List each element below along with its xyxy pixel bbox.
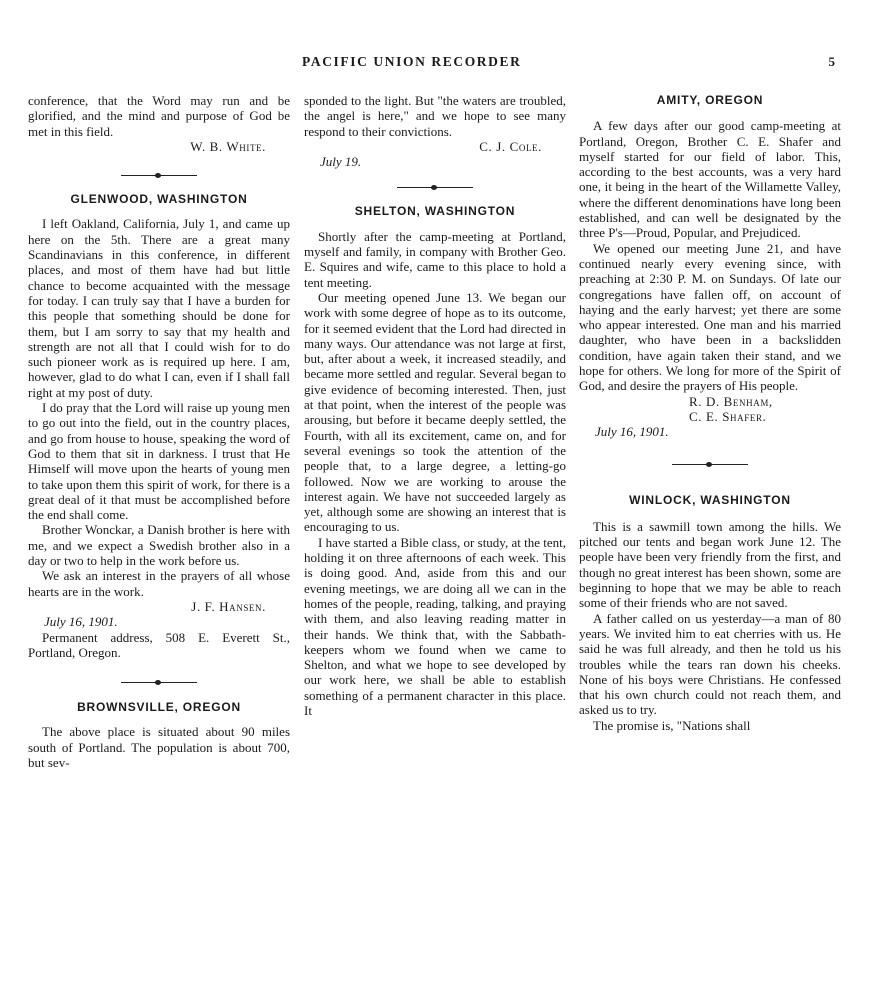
glenwood-paragraph-3: Brother Wonckar, a Danish brother is here with me, and we expect a Swedish brother also in a day or two to help in the work before us. — [28, 522, 290, 569]
signature-benham: R. D. Benham, — [689, 393, 773, 409]
winlock-paragraph-3: The promise is, "Nations shall — [593, 717, 751, 733]
signature-cole: C. J. Cole. — [479, 138, 542, 154]
heading-shelton: SHELTON, WASHINGTON — [354, 204, 516, 219]
section-divider — [121, 175, 197, 176]
shelton-paragraph-2: Our meeting opened June 13. We began our work with some degree of hope as to its outcome, for it seemed evident that the Lord had directed in many ways. Our attendance was not large at first, but, after about a week, it increased steadily, and became more settled and regular. Several began to give evidence of becoming interested. Then, just at that point, when the interest of the people was arousing, but before it became deeply settled, the Fourth, with all its excitement, came on, and for several evenings so took the attention of the people that, to a large degree, a letting-go followed. Now we are working to arouse the interest again. We have not succeeded largely as yet, although some are showing an interest that is encouraging to us. — [304, 289, 566, 535]
shelton-paragraph-3: I have started a Bible class, or study, at the tent, holding it on three afternoons of each week. This is doing good. And, aside from this and our evening meetings, we are doing all we can in the homes of the people, reading, talking, and praying with them, and also leaving reading matter in their hands. We think that, with the Sabbath-keepers whom we found when we came to Shelton, and what we hope to see developed by our work here, we shall be able to establish something of a permanent character in this place. It — [304, 534, 566, 718]
section-divider — [672, 464, 748, 465]
heading-winlock: WINLOCK, WASHINGTON — [629, 492, 791, 507]
column-2 — [304, 93, 566, 718]
continued-paragraph: conference, that the Word may run and be glorified, and the mind and purpose of God be met in this field. — [28, 93, 290, 139]
publication-title: PACIFIC UNION RECORDER — [302, 54, 522, 69]
column-1 — [28, 93, 290, 770]
signature-shafer: C. E. Shafer. — [689, 408, 767, 424]
signature-white: W. B. White. — [190, 138, 266, 154]
amity-date: July 16, 1901. — [595, 424, 669, 440]
winlock-paragraph-2: A father called on us yesterday—a man of 80 years. We invited him to eat cherries with us. He said he was full already, and then he told us his troubles while the tears ran down his cheeks. None of his boys were Christians. He confessed that his own church could not reach them, and asked us to try. — [579, 610, 841, 718]
continued-paragraph: sponded to the light. But "the waters are troubled, the angel is here," and we hope to see many respond to their convictions. — [304, 93, 566, 139]
column-3 — [579, 93, 841, 733]
heading-brownsville: BROWNSVILLE, OREGON — [77, 700, 241, 715]
section-divider — [397, 187, 473, 188]
glenwood-paragraph-1: I left Oakland, California, July 1, and came up here on the 5th. There are a great many Scandinavians in this conference, in different places, and most of them have had but little chance to become acquainted with the message for today. I can truly say that I have a burden for this people that something should be done for them, but I am sorry to say that my health and strength are not all that I could wish for to do such pioneer work as is required up here. I am, however, glad to do what I can, even if I shall fall right at my post of duty. — [28, 216, 290, 400]
cole-date: July 19. — [320, 154, 362, 170]
heading-amity: AMITY, OREGON — [656, 93, 764, 107]
glenwood-paragraph-4: We ask an interest in the prayers of all whose hearts are in the work. — [28, 568, 290, 599]
glenwood-date: July 16, 1901. — [44, 614, 118, 630]
brownsville-paragraph-1: The above place is situated about 90 miles south of Portland. The population is about 700, but sev- — [28, 724, 290, 770]
masthead — [0, 54, 873, 74]
section-divider — [121, 682, 197, 683]
shelton-paragraph-1: Shortly after the camp-meeting at Portland, myself and family, in company with Brother Geo. E. Squires and wife, came to this place to hold a tent meeting. — [304, 228, 566, 290]
heading-glenwood: GLENWOOD, WASHINGTON — [70, 192, 248, 207]
page-number: 5 — [828, 54, 835, 69]
glenwood-paragraph-2: I do pray that the Lord will raise up young men to go out into the field, out in the country places, and go from house to house, speaking the word of God to them that sit in darkness. I trust that He Himself will move upon the hearts of young men to take upon them this spirit of work, for there is a great deal of it that must be accomplished before the end shall come. — [28, 400, 290, 523]
amity-paragraph-2: We opened our meeting June 21, and have continued nearly every evening since, with preaching at 2:30 P. M. on Sundays. Of late our congregations have fallen off, on account of haying and the early harvest; yet there are some who appear interested. One man and his married daughter, who have been in a backslidden condition, have again taken their stand, and we hope for others. We long for more of the Spirit of God, and desire the prayers of His people. — [579, 240, 841, 394]
signature-hansen: J. F. Hansen. — [191, 598, 266, 614]
amity-paragraph-1: A few days after our good camp-meeting at Portland, Oregon, Brother C. E. Shafer and myself started for our field of labor. This, according to the best accounts, was a very hard one, it being in the heart of the Willamette Valley, where the different denominations have long been established, and can well be designated by the three P's—Proud, Popular, and Prejudiced. — [579, 118, 841, 241]
glenwood-address: Permanent address, 508 E. Everett St., Portland, Oregon. — [28, 629, 290, 660]
winlock-paragraph-1: This is a sawmill town among the hills. We pitched our tents and began work June 12. The people have been very friendly from the first, and though no great interest has been shown, some are beginning to hope that we may be able to reach some of their friends who are not saved. — [579, 518, 841, 611]
